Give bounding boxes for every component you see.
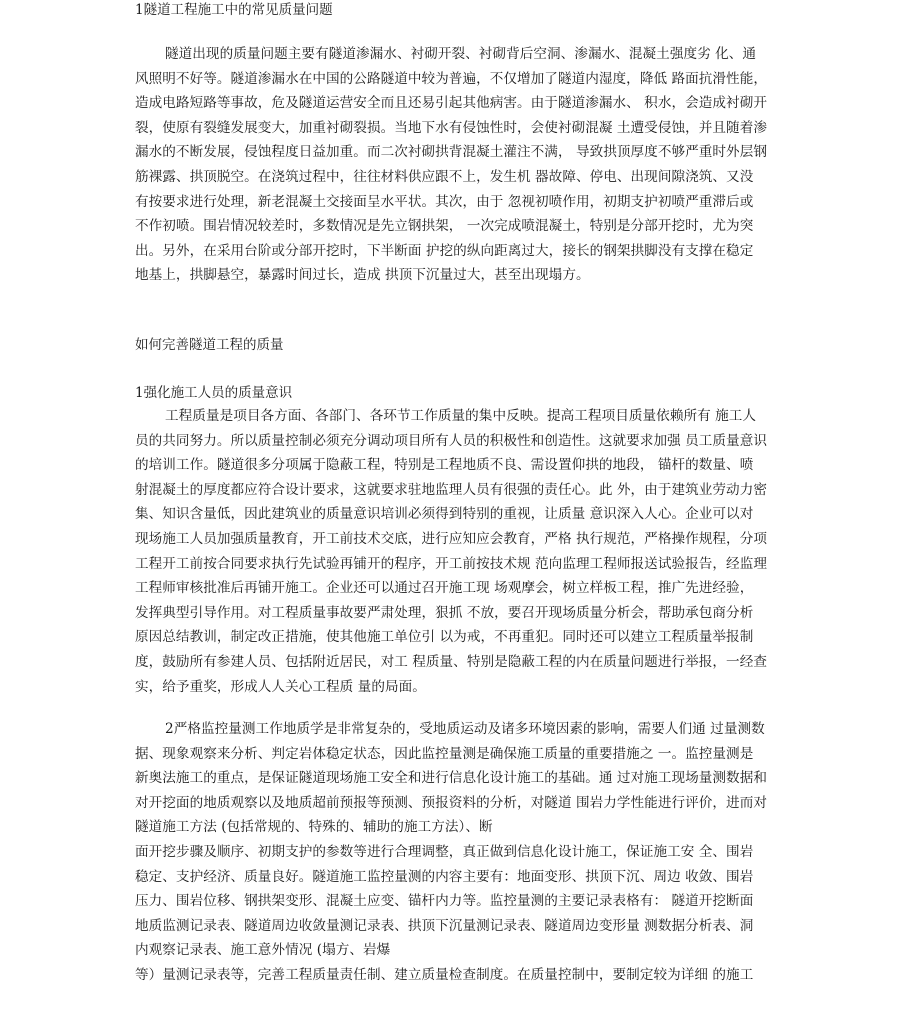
paragraph-line: 对开挖面的地质观察以及地质超前预报等预测、预报资料的分析，对隧道 围岩力学性能进行评价，进而对 [135, 794, 767, 811]
paragraph-line: 员的共同努力。所以质量控制必须充分调动项目所有人员的积极性和创造性。这就要求加强 员工质量意识 [135, 432, 767, 449]
paragraph-line: 据、现象观察来分析、判定岩体稳定状态，因此监控量测是确保施工质量的重要措施之 一。监控量测是 [135, 745, 754, 762]
paragraph-line: 集、知识含量低，因此建筑业的质量意识培训必须得到特别的重视，让质量 意识深入人心。企业可以对 [135, 506, 754, 523]
section1-paragraph [135, 42, 785, 288]
paragraph-line: 工程质量是项目各方面、各部门、各环节工作质量的集中反映。提高工程项目质量依赖所有 施工人 [165, 408, 757, 424]
paragraph-line: 筋裸露、拱顶脱空。在浇筑过程中，往往材料供应跟不上，发生机 器故障、停电、出现间隙浇筑、又没 [135, 168, 754, 185]
paragraph-line: 出。另外，在采用台阶或分部开挖时，下半断面 护挖的纵向距离过大，接长的钢架拱脚没有支撑在稳定 [135, 242, 754, 259]
paragraph-line: 新奥法施工的重点，是保证隧道现场施工安全和进行信息化设计施工的基础。通 过对施工现场量测数据和 [135, 770, 767, 787]
paragraph-line: 造成电路短路等事故，危及隧道运营安全而且还易引起其他病害。由于隧道渗漏水、 积水，会造成衬砌开 [135, 95, 767, 112]
section1-heading: 1隧道工程施工中的常见质量问题 [135, 2, 333, 18]
section3-heading: 1强化施工人员的质量意识 [135, 385, 293, 401]
paragraph-line: 内观察记录表、施工意外情况 (塌方、岩爆 [135, 942, 391, 959]
paragraph-line: 实，给予重奖，形成人人关心工程质 量的局面。 [135, 678, 426, 695]
section4-paragraph [135, 717, 785, 988]
paragraph-line: 2严格监控量测工作地质学是非常复杂的，受地质运动及诸多环境因素的影响，需要人们通 过量测数 [165, 721, 765, 737]
paragraph-line: 稳定、支护经济、质量良好。隧道施工监控量测的内容主要有：地面变形、拱顶下沉、周边 收敛、围岩 [135, 868, 754, 885]
paragraph-line: 现场施工人员加强质量教育，开工前技术交底，进行应知应会教育，严格 执行规范，严格操作规程，分项 [135, 530, 767, 547]
paragraph-line: 风照明不好等。隧道渗漏水在中国的公路隧道中较为普遍，不仅增加了隧道内湿度，降低 路面抗滑性能， [135, 70, 767, 87]
paragraph-line: 漏水的不断发展，侵蚀程度日益加重。而二次衬砌拱背混凝土灌注不满， 导致拱顶厚度不够严重时外层钢 [135, 144, 767, 161]
paragraph-line: 面开挖步骤及顺序、初期支护的参数等进行合理调整，真正做到信息化设计施工，保证施工安 全、围岩 [135, 843, 754, 860]
paragraph-line: 度，鼓励所有参建人员、包括附近居民，对工 程质量、特别是隐蔽工程的内在质量问题进行举报，一经查 [135, 653, 767, 670]
paragraph-line: 隧道出现的质量问题主要有隧道渗漏水、衬砌开裂、衬砌背后空洞、渗漏水、混凝土强度劣 化、通 [165, 46, 757, 62]
paragraph-line: 压力、围岩位移、钢拱架变形、混凝土应变、锚杆内力等。监控量测的主要记录表格有： 隧道开挖断面 [135, 893, 754, 910]
paragraph-line: 地基上，拱脚悬空，暴露时间过长，造成 拱顶下沉量过大，甚至出现塌方。 [135, 267, 590, 284]
paragraph-line: 原因总结教训，制定改正措施，使其他施工单位引 以为戒，不再重犯。同时还可以建立工程质量举报制 [135, 629, 754, 646]
section2-heading: 如何完善隧道工程的质量 [135, 337, 284, 353]
paragraph-line: 地质监测记录表、隧道周边收敛量测记录表、拱顶下沉量测记录表、隧道周边变形量 测数据分析表、洞 [135, 917, 754, 934]
paragraph-line: 等）量测记录表等，完善工程质量责任制、建立质量检查制度。在质量控制中，要制定较为详细 的施工 [135, 966, 754, 983]
paragraph-line: 发挥典型引导作用。对工程质量事故要严肃处理，狠抓 不放，要召开现场质量分析会，帮助承包商分析 [135, 604, 754, 621]
paragraph-line: 不作初喷。围岩情况较差时，多数情况是先立钢拱架， 一次完成喷混凝土，特别是分部开挖时，尤为突 [135, 218, 754, 235]
paragraph-line: 射混凝土的厚度都应符合设计要求，这就要求驻地监理人员有很强的责任心。此 外，由于建筑业劳动力密 [135, 481, 767, 498]
paragraph-line: 裂，使原有裂缝发展变大，加重衬砌裂损。当地下水有侵蚀性时，会使衬砌混凝 土遭受侵蚀，并且随着渗 [135, 119, 767, 136]
paragraph-line: 隧道施工方法 (包括常规的、特殊的、辅助的施工方法）、断 [135, 819, 493, 836]
paragraph-line: 工程师审核批准后再铺开施工。企业还可以通过召开施工现 场观摩会，树立样板工程，推广先进经验， [135, 580, 754, 597]
paragraph-line: 的培训工作。隧道很多分项属于隐蔽工程，特别是工程地质不良、需设置仰拱的地段， 锚杆的数量、喷 [135, 457, 754, 474]
section3-paragraph [135, 404, 785, 699]
paragraph-line: 有按要求进行处理，新老混凝土交接面呈水平状。其次，由于 忽视初喷作用，初期支护初喷严重滞后或 [135, 193, 754, 210]
paragraph-line: 工程开工前按合同要求执行先试验再铺开的程序，开工前按技术规 范向监理工程师报送试验报告，经监理 [135, 555, 767, 572]
